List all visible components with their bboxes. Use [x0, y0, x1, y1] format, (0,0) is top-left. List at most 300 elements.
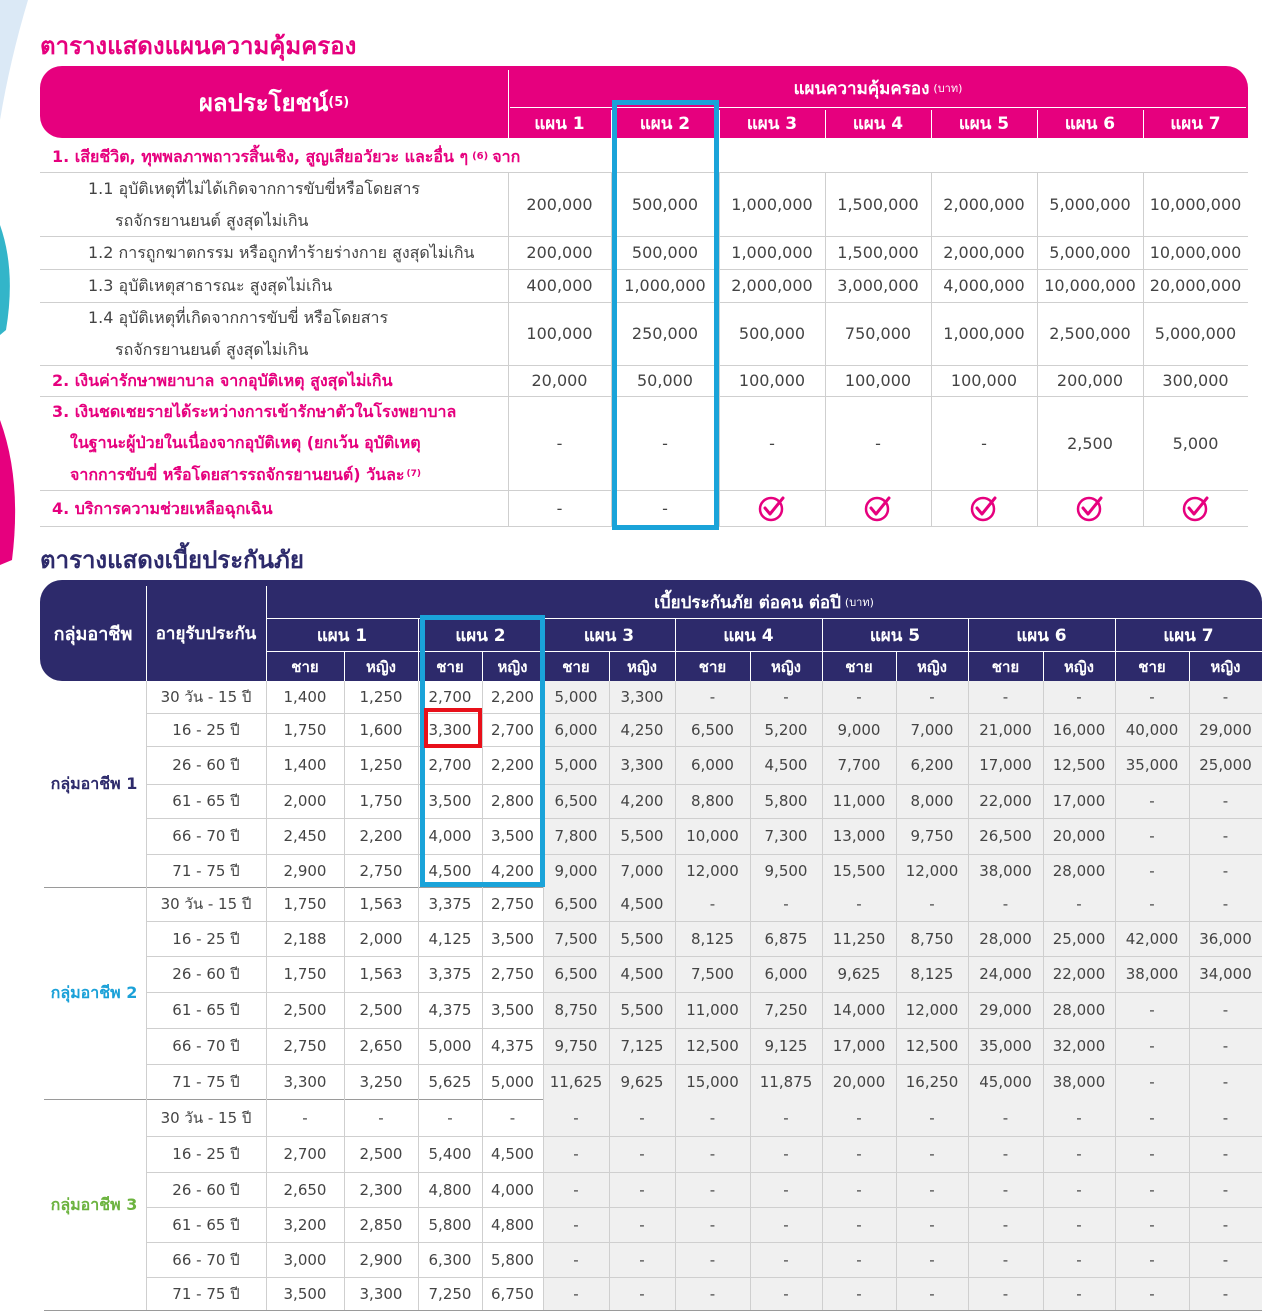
coverage-value: 10,000,000	[1149, 195, 1242, 214]
age-range: 30 วัน - 15 ปี	[160, 1108, 252, 1127]
premium-value: -	[1149, 1108, 1155, 1127]
male-header: ชาย	[698, 657, 727, 676]
premium-value: -	[639, 1284, 645, 1303]
column-divider	[968, 681, 969, 1310]
coverage-value: 2,000,000	[943, 243, 1025, 262]
premium-value: -	[302, 1108, 308, 1127]
premium-value: -	[639, 1145, 645, 1163]
premium-value: 4,500	[620, 895, 664, 913]
premium-value: 38,000	[1052, 1072, 1106, 1091]
premium-value: -	[1149, 792, 1155, 810]
premium-value: -	[1222, 1284, 1229, 1303]
premium-value: 2,500	[359, 1145, 403, 1163]
premium-value: 8,800	[691, 792, 734, 810]
premium-value: 2,300	[359, 1180, 403, 1199]
coverage-value: 750,000	[844, 324, 912, 343]
premium-value: 15,500	[832, 861, 886, 880]
premium-value: 3,300	[428, 720, 472, 739]
premium-value: 29,000	[979, 1001, 1032, 1019]
premium-value: 2,700	[428, 688, 472, 706]
header-column-divider	[146, 586, 147, 681]
premium-value: 3,500	[491, 929, 534, 948]
female-header: หญิง	[627, 657, 657, 676]
premium-value: -	[639, 1250, 645, 1269]
age-range: 66 - 70 ปี	[172, 1250, 240, 1269]
premium-value: 12,500	[1052, 756, 1106, 774]
premium-value: 2,750	[359, 861, 403, 880]
premium-value: 3,500	[428, 792, 472, 810]
coverage-value: 2,500,000	[1049, 324, 1131, 343]
premium-value: -	[783, 1180, 789, 1199]
premium-plan-header: แผน 4	[723, 625, 774, 646]
premium-value: 38,000	[979, 861, 1032, 880]
premium-value: -	[1149, 895, 1155, 913]
premium-value: -	[1149, 1250, 1155, 1269]
column-divider	[609, 681, 610, 1310]
section-1-text: 1. เสียชีวิต, ทุพพลภาพถาวรสิ้นเชิง, สูญเสียอวัยวะ และอื่น ๆ	[52, 147, 469, 166]
benefit-row-label	[115, 334, 308, 366]
coverage-value: 200,000	[1056, 371, 1124, 390]
age-range: 71 - 75 ปี	[172, 861, 240, 880]
age-range: 26 - 60 ปี	[172, 756, 240, 774]
premium-value: 10,000	[686, 827, 739, 845]
age-header: อายุรับประกัน	[155, 624, 257, 644]
premium-value: -	[1149, 1072, 1155, 1091]
premium-value: -	[1222, 1108, 1229, 1127]
premium-value: -	[1149, 1037, 1155, 1055]
age-range: 26 - 60 ปี	[172, 1180, 240, 1199]
benefit-row-label	[115, 205, 308, 237]
premium-value: -	[1002, 1250, 1009, 1269]
column-divider	[719, 173, 720, 526]
premium-value: -	[573, 1215, 579, 1234]
premium-value: -	[856, 895, 862, 913]
premium-value: 4,250	[620, 720, 664, 739]
column-divider	[1115, 681, 1116, 1310]
premium-value: 35,000	[1125, 756, 1179, 774]
benefit-header-sup: (5)	[328, 94, 350, 110]
premium-value: 11,250	[832, 929, 886, 948]
coverage-value: 2,000,000	[731, 276, 813, 295]
premium-group-unit: (บาท)	[844, 596, 874, 609]
premium-value: 7,700	[837, 756, 881, 774]
premium-value: 7,800	[554, 827, 598, 845]
premium-value: 3,300	[620, 688, 664, 706]
premium-value: 6,300	[428, 1250, 472, 1269]
premium-value: -	[783, 895, 789, 913]
benefit-row-sup: (7)	[406, 468, 422, 479]
age-range: 30 วัน - 15 ปี	[160, 895, 252, 913]
check-icon	[1037, 490, 1143, 526]
premium-value: 2,700	[283, 1145, 327, 1163]
female-header: หญิง	[771, 657, 801, 676]
premium-value: -	[856, 1250, 862, 1269]
premium-value: -	[1076, 895, 1082, 913]
male-header: ชาย	[991, 657, 1020, 676]
coverage-value: 20,000,000	[1149, 276, 1242, 295]
premium-value: 5,625	[428, 1072, 472, 1091]
premium-value: 7,250	[764, 1001, 808, 1019]
premium-value: 11,875	[759, 1072, 813, 1091]
premium-value: 3,500	[491, 827, 534, 845]
check-icon	[931, 490, 1037, 526]
coverage-value: -	[769, 433, 775, 453]
column-divider	[146, 681, 147, 1310]
premium-value: -	[1002, 1108, 1009, 1127]
premium-value: 1,400	[283, 688, 327, 706]
coverage-value: 1,000,000	[943, 324, 1025, 343]
coverage-value: 200,000	[526, 195, 593, 214]
premium-value: 2,000	[359, 929, 403, 948]
premium-plan-header: แผน 5	[869, 625, 921, 646]
premium-value: -	[709, 1108, 716, 1127]
coverage-value: 100,000	[738, 371, 806, 390]
premium-value: 8,125	[910, 965, 954, 983]
benefit-header-text: ผลประโยชน์	[198, 88, 329, 117]
premium-value: 28,000	[1052, 861, 1106, 880]
benefit-row-text: รถจักรยานยนต์ สูงสุดไม่เกิน	[115, 210, 309, 230]
premium-value: 5,800	[428, 1215, 472, 1234]
premium-value: 1,750	[283, 720, 327, 739]
coverage-value: 500,000	[631, 195, 699, 214]
premium-plan-header: แผน 7	[1163, 625, 1214, 646]
premium-value: 2,900	[283, 861, 327, 880]
premium-value: 5,500	[620, 827, 664, 845]
premium-plan-header: แผน 1	[316, 625, 368, 646]
premium-value: 4,000	[491, 1180, 534, 1199]
premium-value: -	[929, 1250, 935, 1269]
premium-value: 3,300	[620, 756, 664, 774]
premium-value: -	[929, 1108, 935, 1127]
premium-value: 38,000	[1125, 965, 1179, 983]
female-header: หญิง	[1210, 657, 1241, 676]
premium-value: 17,000	[979, 756, 1032, 774]
benefit-row-label	[52, 490, 273, 526]
column-divider	[1037, 173, 1038, 526]
premium-value: -	[709, 688, 716, 706]
header-column-divider	[609, 652, 610, 681]
premium-value: 22,000	[979, 792, 1032, 810]
premium-value: 2,700	[491, 720, 534, 739]
premium-value: -	[783, 1108, 789, 1127]
header-column-divider	[1043, 652, 1044, 681]
premium-value: 1,600	[359, 720, 403, 739]
coverage-value: -	[662, 498, 668, 518]
column-divider	[543, 681, 544, 1310]
premium-value: -	[1076, 1108, 1082, 1127]
header-column-divider	[1189, 652, 1190, 681]
coverage-value: 3,000,000	[837, 276, 919, 295]
premium-value: 3,500	[283, 1284, 327, 1303]
premium-value: 2,650	[359, 1037, 403, 1055]
premium-value: -	[709, 1145, 716, 1163]
premium-value: 25,000	[1052, 929, 1106, 948]
plan-group-header	[508, 68, 1248, 108]
premium-value: 16,250	[905, 1072, 959, 1091]
premium-value: -	[709, 1215, 716, 1234]
premium-value: 8,750	[554, 1001, 598, 1019]
premium-value: -	[1222, 861, 1229, 880]
premium-value: 2,750	[491, 895, 534, 913]
premium-value: -	[447, 1108, 453, 1127]
premium-value: 9,500	[764, 861, 808, 880]
premium-value: 22,000	[1052, 965, 1106, 983]
plan-group-header-text: แผนความคุ้มครอง	[793, 78, 930, 99]
header-column-divider	[508, 70, 509, 138]
premium-value: 12,000	[905, 861, 959, 880]
premium-value: -	[1002, 688, 1009, 706]
premium-value: 42,000	[1125, 929, 1179, 948]
premium-value: 2,200	[491, 688, 534, 706]
header-column-divider	[344, 652, 345, 681]
coverage-value: 500,000	[738, 324, 806, 343]
coverage-value: 100,000	[526, 324, 593, 343]
premium-value: 2,700	[428, 756, 472, 774]
premium-value: 1,750	[283, 965, 327, 983]
coverage-value: -	[556, 433, 563, 453]
premium-value: 5,000	[554, 688, 598, 706]
plan-group-unit: (บาท)	[933, 82, 963, 95]
premium-value: 21,000	[979, 720, 1032, 739]
age-range: 16 - 25 ปี	[172, 1145, 240, 1163]
premium-value: 3,250	[359, 1072, 403, 1091]
premium-value: 4,000	[428, 827, 472, 845]
premium-value: -	[1149, 1145, 1155, 1163]
premium-value: -	[573, 1180, 579, 1199]
premium-value: -	[573, 1284, 579, 1303]
premium-value: -	[783, 1284, 789, 1303]
coverage-value: 300,000	[1162, 371, 1229, 390]
coverage-value: 1,000,000	[731, 243, 813, 262]
row-divider	[40, 526, 1248, 527]
female-header: หญิง	[366, 657, 396, 676]
premium-value: 4,500	[764, 756, 808, 774]
column-divider	[482, 681, 483, 1310]
coverage-value: 1,500,000	[837, 243, 919, 262]
premium-value: 11,625	[549, 1072, 603, 1091]
premium-value: 4,500	[491, 1145, 534, 1163]
premium-value: -	[1222, 1072, 1229, 1091]
column-divider	[675, 681, 676, 1310]
premium-value: -	[1149, 1284, 1155, 1303]
premium-value: 2,000	[283, 792, 327, 810]
coverage-value: 5,000,000	[1049, 195, 1131, 214]
premium-value: 6,000	[554, 720, 598, 739]
column-divider	[1143, 173, 1144, 526]
premium-value: -	[1222, 688, 1229, 706]
check-icon	[719, 490, 825, 526]
premium-value: 2,500	[283, 1001, 327, 1019]
age-range: 61 - 65 ปี	[172, 792, 240, 810]
benefit-row-text: 2. เงินค่ารักษาพยาบาล จากอุบัติเหตุ สูงสุดไม่เกิน	[52, 371, 393, 390]
premium-value: 20,000	[832, 1072, 886, 1091]
coverage-value: 1,000,000	[731, 195, 813, 214]
coverage-value: 20,000	[531, 371, 588, 390]
premium-value: -	[709, 895, 716, 913]
premium-value: 5,000	[554, 756, 598, 774]
column-divider	[611, 173, 612, 526]
premium-value: -	[709, 1180, 716, 1199]
premium-value: 9,750	[910, 827, 954, 845]
coverage-plan-header: แผน 5	[958, 113, 1010, 134]
premium-value: 2,200	[491, 756, 534, 774]
header-column-divider	[896, 652, 897, 681]
premium-value: -	[1149, 861, 1155, 880]
coverage-value: 250,000	[631, 324, 699, 343]
column-divider	[750, 681, 751, 1310]
coverage-plan-header: แผน 1	[534, 113, 585, 134]
benefit-row-text: รถจักรยานยนต์ สูงสุดไม่เกิน	[115, 339, 309, 359]
premium-value: 5,000	[428, 1037, 472, 1055]
premium-value: 35,000	[979, 1037, 1032, 1055]
premium-value: -	[1149, 1001, 1155, 1019]
premium-value: 4,800	[428, 1180, 472, 1199]
premium-value: 8,000	[910, 792, 954, 810]
coverage-value: 10,000,000	[1149, 243, 1242, 262]
premium-value: -	[929, 688, 935, 706]
premium-value: 1,250	[359, 756, 403, 774]
premium-value: -	[929, 1215, 935, 1234]
premium-value: -	[1076, 688, 1082, 706]
coverage-value: 100,000	[844, 371, 912, 390]
age-range: 16 - 25 ปี	[172, 929, 240, 948]
premium-value: 6,500	[554, 792, 598, 810]
premium-value: 6,750	[491, 1284, 534, 1303]
check-icon	[1143, 490, 1248, 526]
coverage-value: 10,000,000	[1044, 276, 1136, 295]
premium-value: 2,800	[491, 792, 534, 810]
premium-value: 6,500	[691, 720, 734, 739]
premium-value: 6,500	[554, 965, 598, 983]
age-range: 71 - 75 ปี	[172, 1284, 240, 1303]
benefit-row-text: ในฐานะผู้ป่วยในเนื่องจากอุบัติเหตุ (ยกเว้น อุบัติเหตุ	[70, 433, 421, 453]
occupation-group-label: กลุ่มอาชีพ 3	[50, 1194, 138, 1214]
coverage-value: 50,000	[637, 371, 693, 390]
premium-value: 5,200	[764, 720, 808, 739]
female-header: หญิง	[917, 657, 947, 676]
benefit-row-label	[88, 302, 388, 334]
header-column-divider	[750, 652, 751, 681]
premium-value: 3,300	[283, 1072, 327, 1091]
header-column-divider	[931, 110, 932, 138]
premium-value: 17,000	[832, 1037, 886, 1055]
premium-value: -	[1222, 1215, 1229, 1234]
premium-value: -	[573, 1145, 579, 1163]
section-1-sup: (6)	[472, 151, 489, 162]
premium-value: 1,750	[359, 792, 403, 810]
coverage-value: 2,500	[1067, 433, 1113, 453]
premium-value: 3,300	[359, 1284, 403, 1303]
premium-value: -	[1076, 1145, 1082, 1163]
premium-group-header	[266, 586, 1262, 618]
premium-value: -	[1076, 1215, 1082, 1234]
benefit-row-text: จากการขับขี่ หรือโดยสารรถจักรยานยนต์) วันละ	[70, 464, 405, 484]
premium-plan-header: แผน 3	[583, 625, 635, 646]
coverage-value: -	[875, 433, 881, 453]
premium-value: 16,000	[1052, 720, 1106, 739]
premium-plan-header: แผน 6	[1016, 625, 1067, 646]
premium-value: 7,500	[691, 965, 734, 983]
column-divider	[1189, 681, 1190, 1310]
age-range: 66 - 70 ปี	[172, 827, 240, 845]
premium-value: 8,125	[691, 929, 734, 948]
premium-value: -	[639, 1180, 645, 1199]
header-column-divider	[1037, 110, 1038, 138]
coverage-value: 5,000,000	[1154, 324, 1237, 343]
benefit-row-label	[70, 427, 421, 458]
age-range: 61 - 65 ปี	[172, 1001, 240, 1019]
premium-value: -	[1222, 1001, 1229, 1019]
premium-value: 28,000	[979, 929, 1032, 948]
premium-value: 6,500	[554, 895, 598, 913]
decorative-left-edge	[0, 0, 40, 1310]
premium-value: 3,375	[428, 895, 472, 913]
benefit-row-label	[88, 173, 420, 205]
premium-value: 17,000	[1052, 792, 1106, 810]
benefit-row-text: 4. บริการความช่วยเหลือฉุกเฉิน	[52, 498, 273, 518]
coverage-plan-header: แผน 2	[639, 113, 691, 134]
premium-value: -	[1222, 1037, 1229, 1055]
premium-value: -	[783, 688, 789, 706]
premium-value: 5,800	[491, 1250, 534, 1269]
premium-value: -	[1076, 1250, 1082, 1269]
premium-value: 4,200	[491, 861, 534, 880]
premium-value: 5,500	[620, 929, 664, 948]
premium-value: -	[1002, 1284, 1009, 1303]
premium-value: 9,750	[554, 1037, 598, 1055]
premium-value: 9,000	[837, 720, 881, 739]
premium-value: 2,900	[359, 1250, 403, 1269]
benefit-row-label	[52, 396, 456, 427]
premium-value: 2,450	[283, 827, 327, 845]
premium-value: -	[783, 1250, 789, 1269]
benefit-row-text: 1.4 อุบัติเหตุที่เกิดจากการขับขี่ หรือโดยสาร	[88, 308, 389, 328]
benefit-row-text: 1.3 อุบัติเหตุสาธารณะ สูงสุดไม่เกิน	[88, 276, 333, 295]
premium-value: 7,500	[554, 929, 598, 948]
premium-value: 6,200	[910, 756, 954, 774]
premium-value: -	[1222, 1250, 1229, 1269]
benefit-row-label	[88, 269, 332, 302]
column-divider	[508, 173, 509, 526]
premium-value: 7,250	[428, 1284, 472, 1303]
age-range: 66 - 70 ปี	[172, 1037, 240, 1055]
male-header: ชาย	[291, 657, 319, 676]
premium-value: -	[1002, 1145, 1009, 1163]
premium-value: -	[1002, 895, 1009, 913]
premium-value: -	[856, 1145, 862, 1163]
premium-value: 7,000	[910, 720, 954, 739]
coverage-value: 500,000	[631, 243, 699, 262]
premium-value: 28,000	[1052, 1001, 1106, 1019]
occupation-group-label: กลุ่มอาชีพ 1	[50, 774, 138, 793]
premium-value: -	[856, 1215, 862, 1234]
male-header: ชาย	[562, 657, 590, 676]
premium-value: -	[929, 895, 935, 913]
header-column-divider	[611, 110, 612, 138]
premium-value: 7,300	[764, 827, 808, 845]
premium-value: -	[1149, 1180, 1155, 1199]
benefit-row-label	[52, 365, 393, 396]
header-column-divider	[825, 110, 826, 138]
premium-value: 13,000	[832, 827, 886, 845]
column-divider	[822, 681, 823, 1310]
premium-value: 2,850	[359, 1215, 403, 1234]
premium-value: 5,000	[491, 1072, 534, 1091]
column-divider	[896, 681, 897, 1310]
premium-value: -	[639, 1215, 645, 1234]
female-header: หญิง	[497, 657, 528, 676]
premium-value: -	[1149, 827, 1155, 845]
